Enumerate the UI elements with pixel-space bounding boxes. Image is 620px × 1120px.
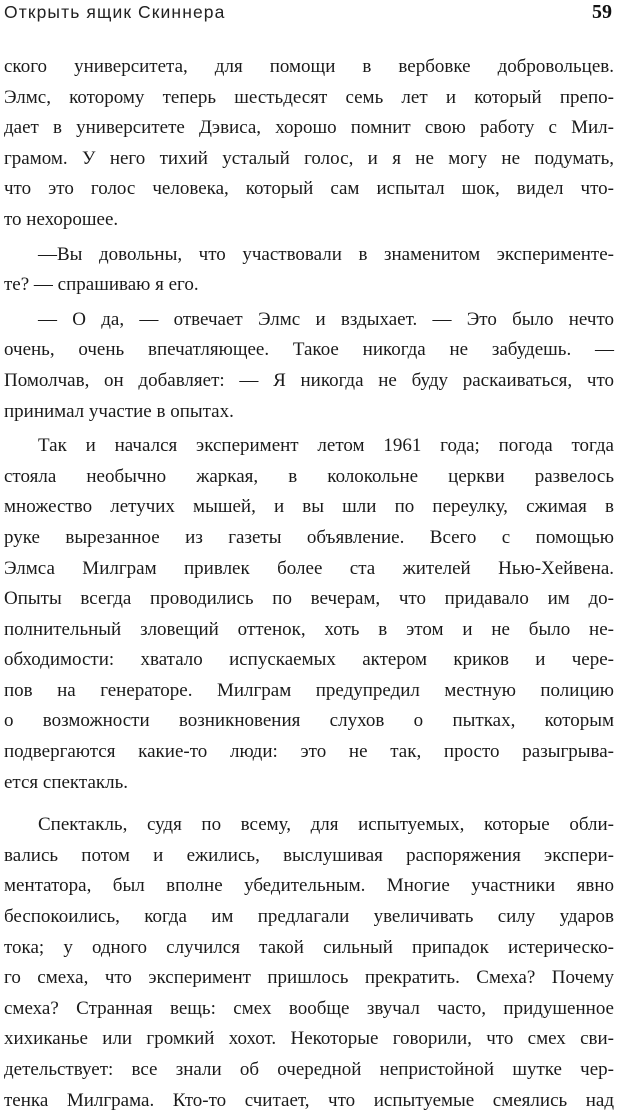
text-line: множество летучих мышей, и вы шли по переулку, сжимая в [4,496,614,518]
text-line: Помолчав, он добавляет: — Я никогда не буду раскаиваться, что [4,369,614,391]
paragraph [4,431,614,798]
text-line: пов на генераторе. Милграм предупредил местную полицию [4,679,614,701]
text-line: ется спектакль. [4,771,129,793]
paragraph [4,810,614,1116]
text-body [4,52,614,1120]
text-line: тенка Милграма. Кто-то считает, что испытуемые смеялись над [4,1089,614,1111]
text-line: детельствует: все знали об очередной непристойной шутке чер- [4,1059,614,1080]
page-number: 59 [592,1,612,23]
text-line: го смеха, что эксперимент пришлось прекратить. Смеха? Почему [4,967,614,989]
text-line: подвергаются какие-то люди: это не так, просто разыгрыва- [4,741,614,763]
text-line: принимал участие в опытах. [4,400,234,422]
text-line: смеха? Странная вещь: смех вообще звучал часто, придушенное [4,997,614,1019]
text-line: стояла необычно жаркая, в колокольне церкви развелось [4,465,614,487]
text-line: Элмса Милграм привлек более ста жителей Нью-Хейвена. [4,557,614,579]
text-line: о возможности возникновения слухов о пытках, которым [4,710,614,732]
page-header [4,2,612,32]
text-line: очень, очень впечатляющее. Такое никогда не забудешь. — [4,339,614,361]
text-line: полнительный зловещий оттенок, хоть в этом и не было не- [4,618,614,640]
running-title: Открыть ящик Скиннера [4,2,226,22]
text-line: Элмс, которому теперь шестьдесят семь лет и который препо- [4,86,614,108]
text-line: дает в университете Дэвиса, хорошо помнит свою работу с Мил- [4,117,614,139]
text-line: Спектакль, судя по всему, для испытуемых, которые обли- [38,814,614,836]
text-line: — О да, — отвечает Элмс и вздыхает. — Это было нечто [38,308,614,330]
text-line: хихиканье или громкий хохот. Некоторые говорили, что смех сви- [4,1028,614,1050]
paragraph [4,52,614,236]
paragraph [4,240,614,301]
text-line: Опыты всегда проводились по вечерам, что придавало им до- [4,588,614,610]
text-line: обходимости: хватало испускаемых актером криков и чере- [4,649,614,671]
text-line: что это голос человека, который сам испытал шок, видел что- [4,178,614,200]
text-line: ментатора, был вполне убедительным. Многие участники явно [4,875,614,897]
text-line: то нехорошее. [4,208,119,230]
text-line: те? — спрашиваю я его. [4,274,199,296]
paragraph [4,305,614,427]
text-line: —Вы довольны, что участвовали в знаменитом эксперименте- [38,243,614,265]
text-line: беспокоились, когда им предлагали увеличивать силу ударов [4,906,614,928]
text-line: тока; у одного случился такой сильный припадок истерическо- [4,936,614,958]
text-line: грамом. У него тихий усталый голос, и я не могу не подумать, [4,147,614,169]
text-line: руке вырезанное из газеты объявление. Всего с помощью [4,526,614,548]
text-line: вались потом и ежились, выслушивая распоряжения экспери- [4,844,614,866]
text-line: ского университета, для помощи в вербовке добровольцев. [4,56,614,77]
text-line: Так и начался эксперимент летом 1961 года; погода тогда [38,435,614,457]
